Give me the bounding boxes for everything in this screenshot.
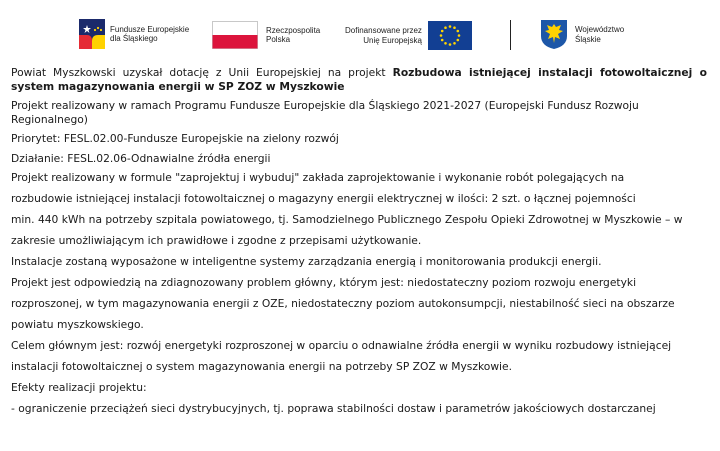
body-line: Efekty realizacji projektu:: [11, 380, 147, 394]
body-text: [11, 167, 707, 419]
fe-emblem-icon: [79, 19, 105, 49]
fe-logo: [79, 19, 189, 49]
rp-line1: Rzeczpospolita: [266, 25, 321, 35]
program-paragraph: Projekt realizowany w ramach Programu Fundusze Europejskie dla Śląskiego 2021-2027 (Europejski Fundusz Rozwoju Regionalnego): [11, 99, 639, 126]
intro-prefix: Powiat Myszkowski uzyskał dotację z Unii Europejskiej na projekt: [11, 66, 386, 79]
body-line: Instalacje zostaną wyposażone w inteligentne systemy zarządzania energią i monitorowania produkcji energii.: [11, 254, 602, 268]
body-line: instalacji fotowoltaicznej o system magazynowania energii na potrzeby SP ZOZ w Myszkowie.: [11, 359, 513, 373]
polish-flag-icon: [212, 21, 258, 49]
body-line: - ograniczenie przeciążeń sieci dystrybucyjnych, tj. poprawa stabilności dostaw i parametrów jakościowych dostarczanej: [11, 401, 656, 415]
eu-flag-icon: [428, 21, 472, 50]
eu-logo: [345, 21, 472, 50]
body-line: zakresie umożliwiającym ich prawidłowe i zgodne z przepisami użytkowanie.: [11, 233, 422, 247]
body-line: rozbudowie istniejącej instalacji fotowoltaicznej o magazyny energii elektrycznej w ilości: 2 szt. o łącznej pojemności: [11, 191, 636, 205]
rp-logo: [212, 21, 320, 49]
rp-logo-text: [266, 26, 320, 45]
body-line: min. 440 kWh na potrzeby szpitala powiatowego, tj. Samodzielnego Publicznego Zespołu Opieki Zdrowotnej w Myszkowie – w: [11, 212, 683, 226]
ws-logo-text: [575, 25, 624, 44]
logo-divider: [510, 20, 511, 50]
body-line: rozproszonej, w tym magazynowania energii z OZE, niedostateczny poziom autokonsumpcji, niestabilność sieci na obszarze: [11, 296, 675, 310]
article-content: [11, 66, 707, 419]
ws-line2: Śląskie: [575, 34, 601, 44]
ws-line1: Województwo: [575, 25, 625, 34]
eu-line2: Unię Europejską: [363, 35, 422, 45]
eu-line1: Dofinansowane przez: [345, 26, 422, 35]
fe-line2: dla Śląskiego: [110, 34, 158, 43]
body-line: Celem głównym jest: rozwój energetyki rozproszonej w oparciu o odnawialne źródła energii w wyniku rozbudowy istniejącej: [11, 338, 672, 352]
eu-logo-text: [345, 26, 422, 45]
priority-line: Priorytet: FESL.02.00-Fundusze Europejskie na zielony rozwój: [11, 132, 339, 146]
body-line: Projekt realizowany w formule "zaprojektuj i wybuduj" zakłada zaprojektowanie i wykonanie robót polegających na: [11, 170, 625, 184]
ws-logo: [540, 19, 624, 50]
rp-line2: Polska: [266, 35, 291, 44]
action-line: Działanie: FESL.02.06-Odnawialne źródła energii: [11, 151, 271, 165]
fe-line1: Fundusze Europejskie: [110, 24, 190, 34]
fe-logo-text: [110, 25, 189, 44]
body-line: Projekt jest odpowiedzią na zdiagnozowany problem główny, którym jest: niedostateczny poziom rozwoju energetyki: [11, 275, 637, 289]
silesia-eagle-icon: [540, 19, 568, 50]
project-title: Rozbudowa istniejącej instalacji fotowoltaicznej o system magazynowania energii w SP ZOZ w Myszkowie: [11, 66, 707, 93]
body-line: powiatu myszkowskiego.: [11, 317, 144, 331]
intro-paragraph: [11, 66, 707, 93]
logo-bar: [0, 0, 720, 62]
